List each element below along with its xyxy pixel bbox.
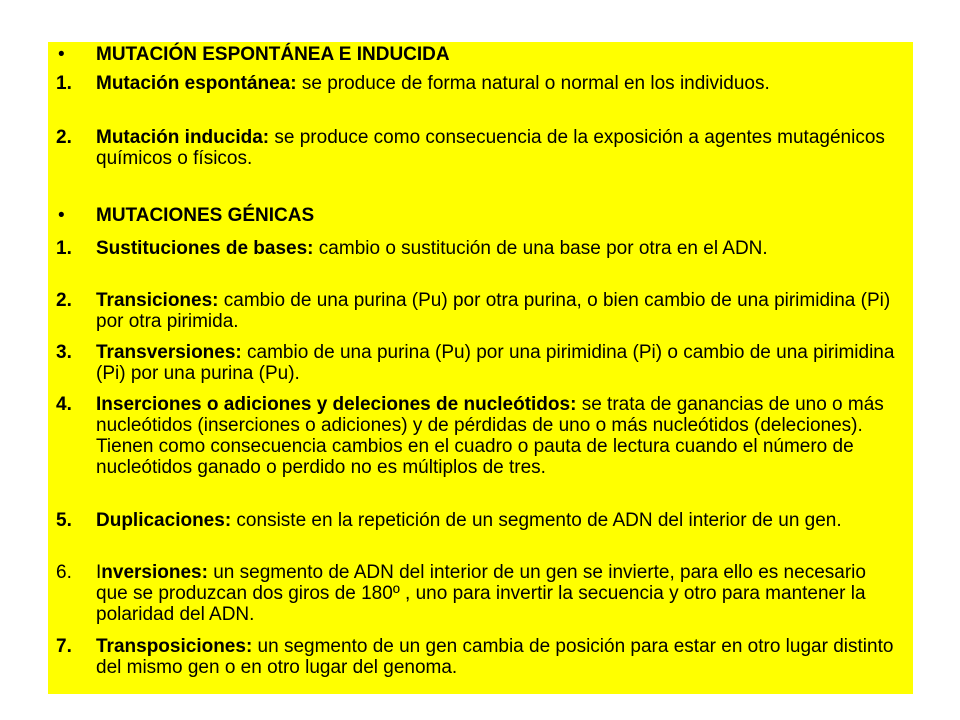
item-description: consiste en la repetición de un segmento de ADN del interior de un gen. — [231, 510, 842, 531]
item-term: Mutación espontánea: — [96, 73, 297, 94]
item-description: cambio o sustitución de una base por otra en el ADN. — [313, 238, 768, 259]
list-item — [56, 73, 901, 94]
section-mutaciones-genicas — [56, 205, 901, 226]
item-term-lead: I — [96, 562, 102, 583]
item-number: 3. — [56, 342, 72, 363]
item-term: Transversiones: — [96, 342, 242, 363]
item-term: Transposiciones: — [96, 636, 253, 657]
item-term: Duplicaciones: — [96, 510, 232, 531]
list-item — [56, 510, 901, 531]
item-number: 5. — [56, 510, 72, 531]
list-item — [56, 342, 901, 384]
item-description: se produce como consecuencia de la exposición a agentes mutagénicos químicos o físicos. — [96, 127, 885, 169]
item-number: 7. — [56, 636, 72, 657]
section-heading: MUTACIONES GÉNICAS — [96, 205, 315, 226]
list-item — [56, 562, 901, 625]
item-term: Inserciones o adiciones y deleciones de nucleótidos: — [96, 394, 577, 415]
item-description: un segmento de un gen cambia de posición para estar en otro lugar distinto del mismo gen o en otro lugar del genoma. — [96, 636, 894, 678]
item-description: cambio de una purina (Pu) por otra purina, o bien cambio de una pirimidina (Pi) por otra pirimida. — [96, 290, 891, 332]
section-heading: MUTACIÓN ESPONTÁNEA E INDUCIDA — [96, 44, 450, 65]
list-item — [56, 394, 901, 478]
item-number: 2. — [56, 127, 72, 148]
item-term: Mutación inducida: — [96, 127, 270, 148]
item-description: cambio de una purina (Pu) por una pirimidina (Pi) o cambio de una pirimidina (Pi) por una purina (Pu). — [96, 342, 895, 384]
item-description: un segmento de ADN del interior de un gen se invierte, para ello es necesario que se produzcan dos giros de 180º , uno para invertir la secuencia y otro para mantener la polaridad del ADN. — [96, 562, 866, 625]
bullet-marker: • — [58, 44, 65, 65]
item-term: Sustituciones de bases: — [96, 238, 314, 259]
section-heading-row — [56, 205, 901, 226]
item-description: se produce de forma natural o normal en los individuos. — [296, 73, 770, 94]
item-number: 4. — [56, 394, 72, 415]
item-term: nversiones: — [101, 562, 208, 583]
item-number: 2. — [56, 290, 72, 311]
list-item — [56, 238, 901, 259]
item-number: 1. — [56, 73, 72, 94]
item-number: 1. — [56, 238, 72, 259]
list-item — [56, 290, 901, 332]
item-term: Transiciones: — [96, 290, 219, 311]
bullet-marker: • — [58, 205, 65, 226]
list-item — [56, 127, 901, 169]
slide-content — [48, 42, 913, 694]
section-heading-row — [56, 44, 901, 65]
list-item — [56, 636, 901, 678]
section-espontanea-inducida — [56, 44, 901, 65]
item-description: se trata de ganancias de uno o más nucleótidos (inserciones o adiciones) y de pérdidas de uno o más nucleótidos (deleciones). Tienen como consecuencia cambios en el cuadro o pauta de lectura cuando el número de nucleótidos ganado o perdido no es múltiplos de tres. — [96, 394, 884, 478]
item-number: 6. — [56, 562, 72, 583]
